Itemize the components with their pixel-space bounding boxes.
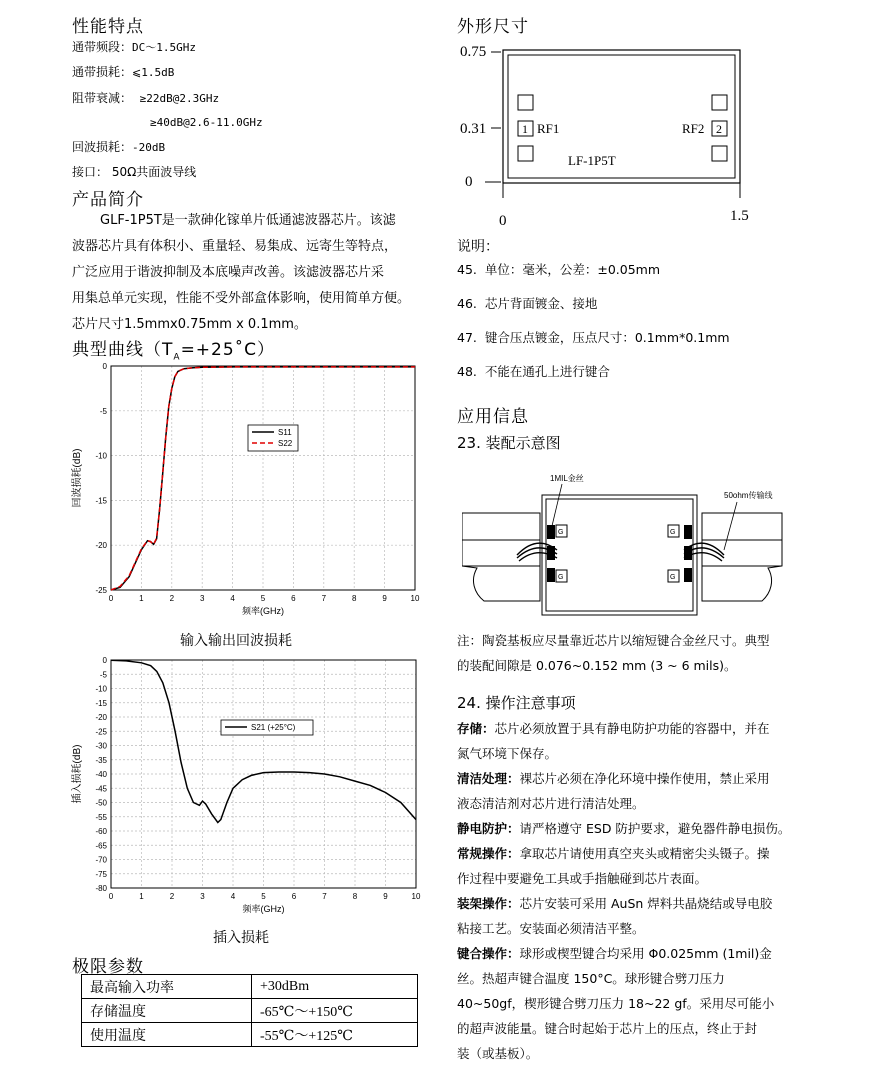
x-axis-label: 频率(GHz) — [242, 904, 285, 914]
intro-line: 波器芯片具有体积小、重量轻、易集成、远寄生等特点， — [72, 239, 398, 254]
ops-line — [457, 941, 817, 966]
ops-line — [457, 816, 817, 841]
pad1-label: 1 — [522, 122, 528, 136]
ops-text: 液态清洁剂对芯片进行清洁处理。 — [457, 796, 645, 811]
ground-pad — [518, 146, 533, 161]
note-num: 45. — [457, 262, 477, 277]
stopband-value-2: ≥40dB@2.6-11.0GHz — [150, 116, 263, 129]
x-tick-label: 5 — [260, 594, 266, 603]
pointer-line — [552, 484, 562, 526]
return-label: 回波损耗： — [72, 140, 133, 154]
limit-value: -55℃～+125℃ — [252, 1023, 418, 1047]
intro-line: GLF-1P5T是一款砷化镓单片低通滤波器芯片。该滤 — [100, 213, 396, 228]
right-pad — [684, 568, 692, 582]
ops-line — [457, 916, 817, 941]
interface-row: 接口： 50Ω共面波导线 — [72, 165, 197, 179]
y-tick-label: -70 — [95, 855, 107, 865]
note-text: 单位：毫米，公差：±0.05mm — [484, 262, 661, 277]
ops-line — [457, 841, 817, 866]
g-pad-label: G — [670, 574, 676, 581]
x-tick-label: 4 — [230, 594, 235, 603]
x-tick-label: 8 — [352, 892, 358, 901]
g-pad-label: G — [670, 529, 676, 536]
assembly-diagram — [462, 468, 822, 618]
left-substrate — [462, 513, 540, 601]
x-tick-label: 8 — [351, 594, 357, 603]
dim-y-mid: 0.31 — [460, 121, 487, 137]
ops-text: 40~50gf，楔形键合劈刀压力 18~22 gf。采用尽可能小 — [457, 996, 775, 1011]
intro-line: 用集总单元实现，性能不受外部盒体影响，使用简单方便。 — [72, 291, 411, 306]
right-pad — [684, 525, 692, 539]
left-pad — [547, 568, 555, 582]
y-tick-label: -15 — [95, 496, 107, 506]
ops-text: 芯片安装可采用 AuSn 焊料共晶烧结或导电胶 — [519, 896, 773, 911]
dim-x-zero: 0 — [499, 213, 507, 228]
y-tick-label: -10 — [95, 451, 107, 461]
ops-text: 请严格遵守 ESD 防护要求，避免器件静电损伤。 — [519, 821, 791, 836]
ops-key: 键合操作： — [457, 946, 520, 961]
dim-x-end: 1.5 — [730, 208, 749, 224]
y-tick-label: -25 — [95, 586, 107, 595]
note-text: 芯片背面镀金、接地 — [484, 296, 598, 311]
ops-text: 氮气环境下保存。 — [457, 746, 558, 761]
g-pad-label: G — [558, 529, 564, 536]
list-item — [457, 362, 730, 396]
x-tick-label: 2 — [169, 892, 175, 901]
chip-body — [542, 495, 697, 615]
ops-text: 作过程中要避免工具或手指触碰到芯片表面。 — [457, 871, 708, 886]
ops-key: 静电防护： — [457, 821, 520, 836]
ops-list — [457, 716, 817, 1066]
x-tick-label: 0 — [108, 594, 114, 603]
y-tick-label: -15 — [95, 698, 107, 708]
x-tick-label: 9 — [383, 892, 388, 901]
rf2-label: RF2 — [682, 121, 705, 136]
ops-line — [457, 1041, 817, 1066]
y-tick-label: 0 — [102, 362, 107, 371]
ops-text: 拿取芯片请使用真空夹头或精密尖头镊子。操 — [519, 846, 770, 861]
features-title: 性能特点 — [72, 17, 144, 37]
assembly-title: 23. 装配示意图 — [457, 434, 561, 452]
ops-line — [457, 741, 817, 766]
table-row — [82, 975, 418, 999]
x-tick-label: 10 — [411, 892, 421, 901]
chip-name: LF-1P5T — [568, 153, 616, 168]
passband-label: 通带频段： — [72, 40, 133, 54]
list-item — [457, 260, 730, 294]
limit-value: -65℃～+150℃ — [252, 999, 418, 1023]
y-tick-label: -5 — [99, 670, 107, 680]
limit-name: 使用温度 — [82, 1023, 252, 1047]
ground-pad — [518, 95, 533, 110]
legend-label: S21 (+25°C) — [251, 723, 296, 732]
note-text: 键合压点镀金，压点尺寸：0.1mm*0.1mm — [484, 330, 730, 345]
loss-label: 通带损耗： — [72, 65, 133, 79]
rf1-label: RF1 — [537, 121, 560, 136]
ops-key: 常规操作： — [457, 846, 520, 861]
y-tick-label: -60 — [95, 827, 107, 836]
stopband-label: 阻带衰减： — [72, 91, 133, 105]
pointer-line — [724, 502, 737, 550]
ops-text: 球形或楔型键合均采用 Φ0.025mm (1mil)金 — [519, 946, 772, 961]
curves-title: 典型曲线$(T_A=+25˚C)$ — [72, 340, 276, 363]
y-tick-label: -25 — [95, 727, 107, 737]
ops-line — [457, 766, 817, 791]
y-tick-label: -75 — [95, 869, 107, 879]
wire-label: 1MIL金丝 — [550, 474, 584, 483]
y-tick-label: -30 — [95, 741, 107, 751]
intro-paragraph — [72, 208, 442, 338]
chart2-caption: 插入损耗 — [213, 930, 269, 946]
x-axis-label: 频率(GHz) — [242, 606, 284, 616]
ops-key: 装架操作： — [457, 896, 520, 911]
ops-line — [457, 866, 817, 891]
ops-line — [457, 791, 817, 816]
outline-drawing — [455, 38, 775, 228]
insertion-loss-chart — [60, 652, 440, 924]
notes-title: 说明： — [457, 239, 499, 255]
ops-line — [457, 991, 817, 1016]
ops-line — [457, 1016, 817, 1041]
x-tick-label: 3 — [200, 892, 205, 901]
ops-text: 裸芯片必须在净化环境中操作使用，禁止采用 — [519, 771, 770, 786]
legend-label: S22 — [278, 439, 293, 448]
stopband-row — [72, 86, 219, 111]
y-tick-label: -80 — [95, 884, 107, 893]
pad2-label: 2 — [716, 122, 722, 136]
ops-line — [457, 891, 817, 916]
note-line: 注：陶瓷基板应尽量靠近芯片以缩短键合金丝尺寸。典型 — [457, 633, 770, 648]
note-num: 46. — [457, 296, 477, 311]
y-tick-label: -50 — [95, 798, 107, 808]
return-value: -20dB — [132, 141, 166, 154]
g-pad-label: G — [558, 574, 564, 581]
app-title: 应用信息 — [457, 407, 529, 427]
loss-value: ⩽1.5dB — [132, 66, 175, 79]
chip-outline — [503, 50, 740, 183]
x-tick-label: 0 — [108, 892, 114, 901]
ops-text: 芯片必须放置于具有静电防护功能的容器中，并在 — [494, 721, 770, 736]
limit-name: 存储温度 — [82, 999, 252, 1023]
chart1-caption: 输入输出回波损耗 — [180, 633, 292, 649]
loss-row — [72, 60, 174, 85]
ops-text: 的超声波能量。键合时起始于芯片上的压点，终止于封 — [457, 1021, 758, 1036]
return-row — [72, 135, 165, 160]
x-tick-label: 7 — [321, 594, 327, 603]
y-tick-label: -35 — [95, 755, 107, 765]
stopband-row-2 — [150, 110, 263, 135]
ops-title: 24. 操作注意事项 — [457, 694, 576, 712]
ops-text: 装（或基板）。 — [457, 1046, 539, 1061]
intro-title: 产品简介 — [72, 190, 144, 210]
y-tick-label: 0 — [102, 656, 107, 665]
ops-key: 存储： — [457, 721, 495, 736]
y-tick-label: -55 — [95, 812, 107, 822]
ground-pad — [712, 95, 727, 110]
limit-name: 最高输入功率 — [82, 975, 252, 999]
stopband-value-1: ≥22dB@2.3GHz — [139, 92, 220, 105]
list-item — [457, 294, 730, 328]
table-row — [82, 999, 418, 1023]
y-tick-label: -45 — [95, 784, 107, 794]
notes-list — [457, 260, 730, 396]
x-tick-label: 7 — [322, 892, 327, 901]
y-tick-label: -20 — [95, 713, 107, 722]
x-tick-label: 1 — [139, 892, 144, 901]
passband-row — [72, 35, 196, 60]
limits-title: 极限参数 — [72, 957, 144, 977]
x-tick-label: 6 — [291, 892, 297, 901]
assembly-note — [457, 628, 817, 678]
x-tick-label: 3 — [199, 594, 205, 603]
x-tick-label: 1 — [139, 594, 144, 603]
x-tick-label: 9 — [382, 594, 387, 603]
right-substrate — [702, 513, 782, 601]
y-tick-label: -10 — [95, 684, 107, 694]
x-tick-label: 2 — [169, 594, 175, 603]
ops-line — [457, 966, 817, 991]
ops-text: 粘接工艺。安装面必须清洁平整。 — [457, 921, 645, 936]
x-tick-label: 10 — [410, 594, 420, 603]
ops-key: 清洁处理： — [457, 771, 520, 786]
ops-text: 丝。热超声键合温度 150°C。球形键合劈刀压力 — [457, 971, 725, 986]
y-tick-label: -40 — [95, 770, 107, 779]
dim-y-zero: 0 — [465, 174, 473, 190]
chip-inner — [546, 499, 693, 611]
list-item — [457, 328, 730, 362]
ops-line — [457, 716, 817, 741]
x-tick-label: 6 — [291, 594, 296, 603]
outline-title: 外形尺寸 — [457, 17, 529, 37]
x-tick-label: 5 — [261, 892, 266, 901]
line-label: 50ohm传输线 — [724, 491, 773, 500]
table-row — [82, 1023, 418, 1047]
y-tick-label: -65 — [95, 841, 107, 851]
left-pad — [547, 525, 555, 539]
legend-label: S11 — [278, 428, 292, 437]
chip-inner-outline — [508, 55, 735, 178]
x-tick-label: 4 — [230, 892, 236, 901]
y-tick-label: -20 — [95, 541, 107, 551]
y-axis-label: 插入损耗(dB) — [72, 744, 83, 804]
dim-y-top: 0.75 — [460, 44, 487, 60]
note-text: 不能在通孔上进行键合 — [484, 364, 610, 379]
note-num: 48. — [457, 364, 477, 379]
ground-pad — [712, 146, 727, 161]
y-tick-label: -5 — [99, 406, 107, 416]
limits-table — [81, 974, 418, 1047]
intro-line: 广泛应用于谐波抑制及本底噪声改善。该滤波器芯片采 — [72, 265, 385, 280]
passband-value: DC～1.5GHz — [132, 41, 196, 54]
return-loss-chart — [60, 355, 440, 630]
note-line: 的装配间隙是 0.076~0.152 mm (3 ~ 6 mils)。 — [457, 658, 737, 673]
note-num: 47. — [457, 330, 477, 345]
limit-value: +30dBm — [252, 975, 418, 999]
intro-line: 芯片尺寸1.5mmx0.75mm x 0.1mm。 — [72, 317, 307, 332]
y-axis-label: 回波损耗(dB) — [72, 448, 83, 508]
